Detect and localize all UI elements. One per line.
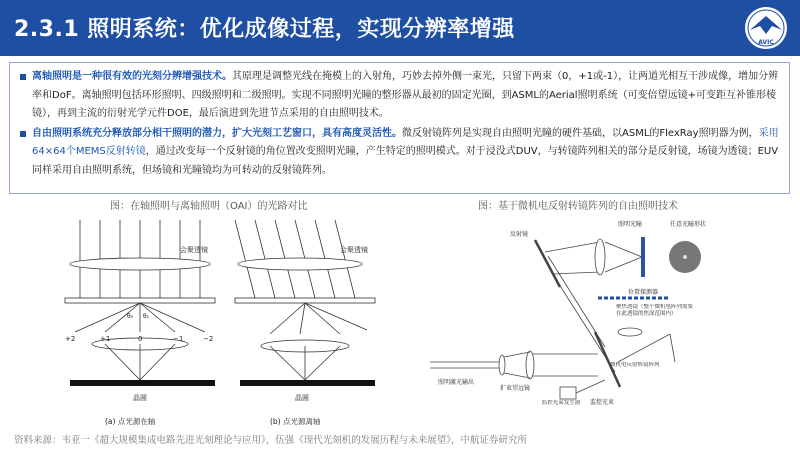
left-figure-optical-path [55,212,385,430]
content-box [9,62,790,194]
lens-label-a: 会聚透镜 [180,246,208,254]
theta-label: θ₀ [127,313,134,320]
paragraph-text: 其原理是调整光线在掩模上的入射角，巧妙去掉外侧一束光，只留下两束（0，+1或-1），让两道光相互干涉成像，增加分辨率和DoF。离轴照明包括环形照明、四级照明和二级照明。实现不同照明光瞳的整形器从最初的固定光圈，到ASML的Aerial照明系统（可变倍望远镜+可变距互补锥形棱镜），再到主流的衍射光学元件DOE，最后演进到先进节点采用的自由照明技术。 [32,71,779,119]
order-label: +1 [100,335,111,343]
focus-lens-label-box [616,304,696,344]
paragraph-off-axis [20,68,779,124]
avic-logo-icon [742,4,790,52]
theta-label: θ₁ [143,313,150,320]
paragraph-lead: 离轴照明是一种很有效的光刻分辨增强技术。 [32,71,232,82]
left-figure-caption: 图：在轴照明与离轴照明（OAI）的光路对比 [110,201,308,212]
order-label: −1 [173,335,184,343]
pupil-label: 照明光瞳 [618,221,643,228]
paragraph-free-illumination [20,125,779,181]
pupil-plane [641,237,645,277]
lens-label-b: 会聚透镜 [340,246,368,254]
focus-lens-label: 聚焦透镜（整个微机电阵列需要在此透镜的焦深范围内） [616,304,694,317]
mems-array-label: 微机电反射转镜阵列 [610,362,660,368]
highlight-text: 采用64×64个MEMS反射转镜 [32,127,779,157]
wafer-a [70,380,215,386]
wafer-b [240,380,375,386]
logo-text: AVIC [758,39,774,46]
wafer-label-b: 晶圆 [295,394,309,402]
title-bar [0,0,800,56]
right-figure-caption: 图：基于微机电反射转镜阵列的自由照明技术 [478,201,678,212]
laser-out-label: 照明激光输出 [438,379,475,386]
subcaption-a: (a) 点光源在轴 [105,417,156,426]
beam-expander-label: 扩束望远镜 [500,385,531,392]
right-figure-mems-illumination [420,212,720,430]
subcaption-b: (b) 点光源离轴 [270,417,321,426]
bullet-square-icon [20,131,26,137]
monitor-beam-label: 监控光束 [590,399,615,406]
order-label: −2 [203,335,214,343]
reflector-label: 反射镜 [510,231,529,238]
order-label: +2 [65,335,76,343]
source-note: 资料来源：韦亚一《超大规模集成电路先进光刻理论与应用》，伍强《现代光刻机的发展历程与未来展望》，中航证券研究所 [14,435,528,446]
bullet-square-icon [20,74,26,80]
wafer-label-a: 晶圆 [133,394,147,402]
page-title: 2.3.1 照明系统：优化成像过程，实现分辨率增强 [14,17,515,42]
paragraph-lead: 自由照明系统充分释放部分相干照明的潜力，扩大光刻工艺窗口，具有高度灵活性。 [32,127,402,139]
any-shape-label: 任意光瞳形状 [670,221,707,228]
order-label: 0 [138,335,143,343]
monitor-source-label-box [536,400,586,420]
mems-label-box [610,362,660,386]
paragraph-text: 微反射镜阵列是实现自由照明光瞳的硬件基础，以ASML的FlexRay照明器为例， [402,127,759,139]
monitor-source-label: 监控光束发生器 [541,400,581,406]
position-detector-label: 位置探测器 [628,289,659,296]
paragraph-text: ，通过改变每一个反射镜的角位置改变照明光瞳，产生特定的照明模式。对于浸没式DUV，与转镜阵列相关的部分是反射镜，场镜为透镜；EUV同样采用自由照明系统，但场镜和光瞳镜均为可转动的反射镜阵列。 [32,146,779,176]
